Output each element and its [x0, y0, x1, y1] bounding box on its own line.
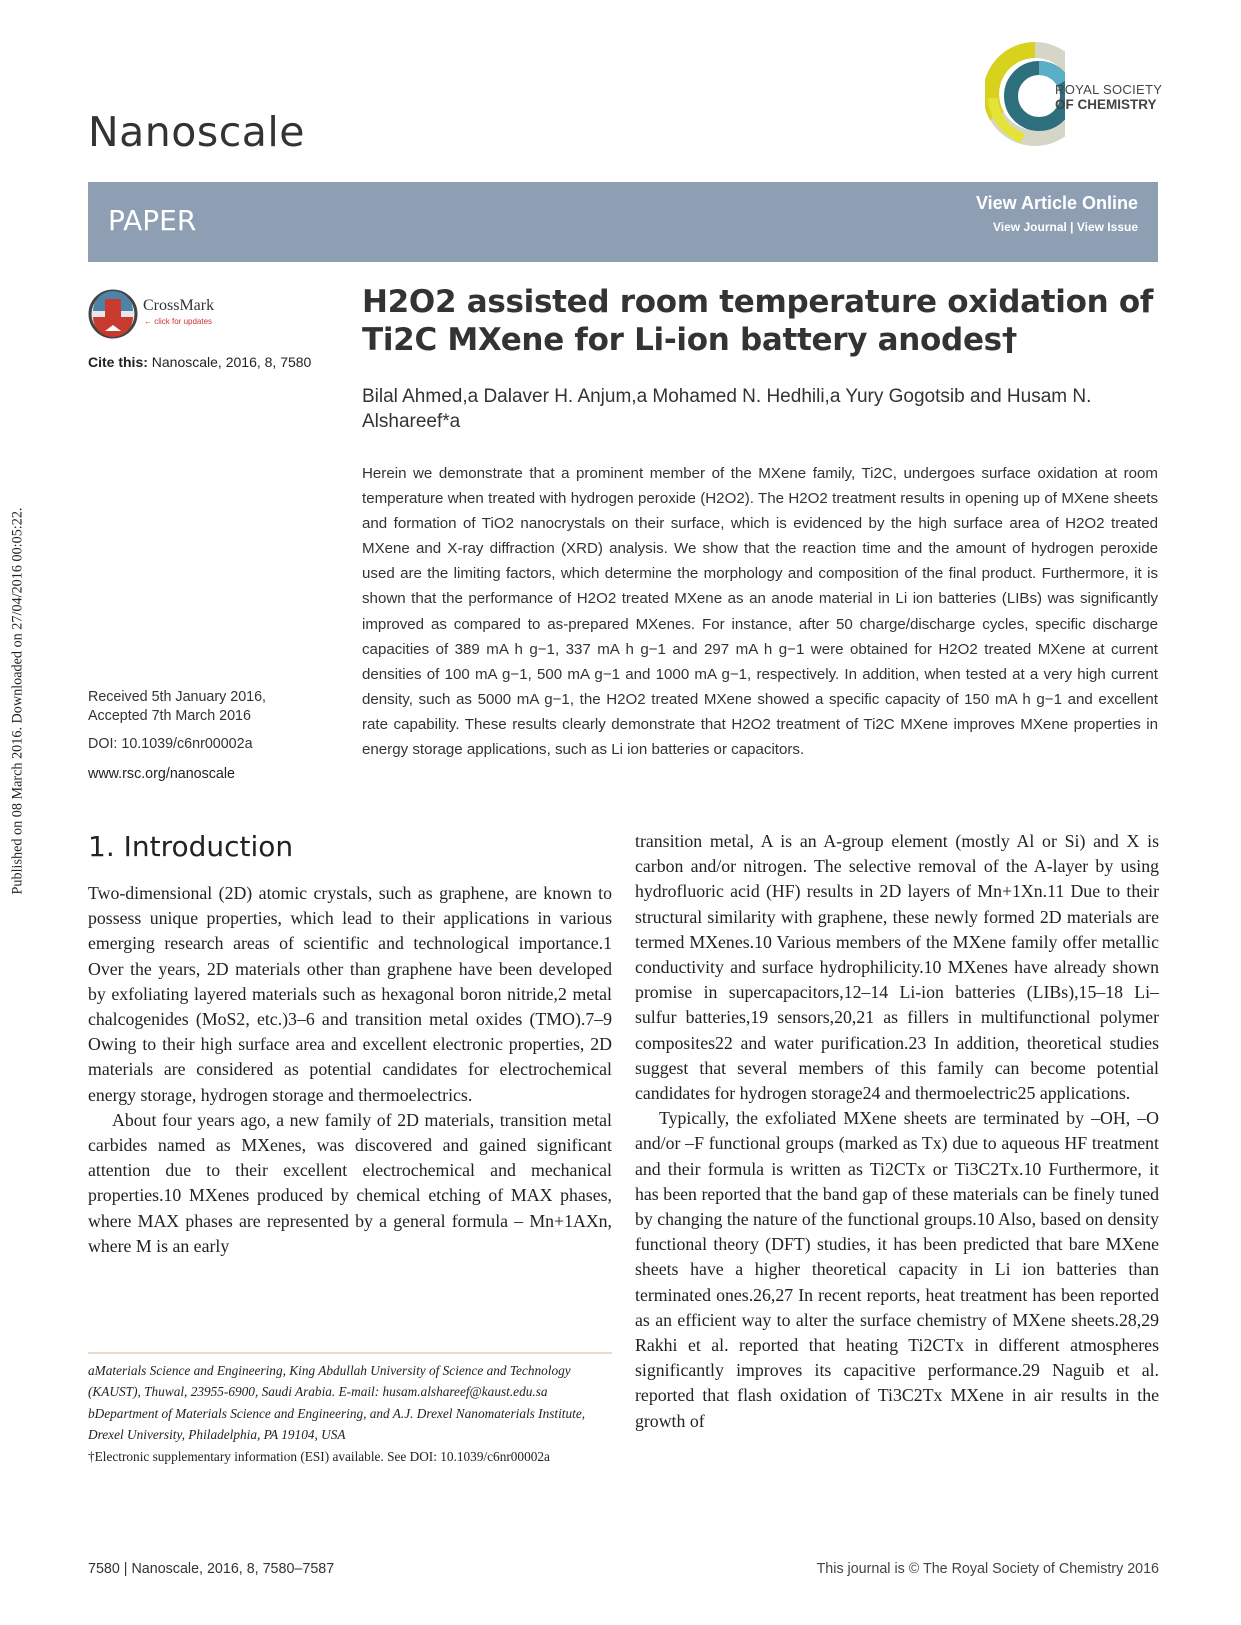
page-footer-copyright: This journal is © The Royal Society of Chemistry 2016	[816, 1561, 1159, 1577]
page-footer-citation: 7580 | Nanoscale, 2016, 8, 7580–7587	[88, 1561, 335, 1577]
journal-title: Nanoscale	[88, 108, 306, 156]
body-column-left	[88, 881, 612, 1259]
footnotes	[88, 1360, 612, 1467]
paragraph: Typically, the exfoliated MXene sheets are terminated by –OH, –O and/or –F functional groups (marked as Tx) due to aqueous HF treatment and their formula is written as Ti2CTx or Ti3C2Tx.10 Furthermore, it has been reported that the band gap of these materials can be finely tuned by changing the nature of the functional groups.10 Also, based on density functional theory (DFT) studies, it has been predicted that bare MXene sheets have a higher theoretical capacity in Li ion batteries than terminated ones.26,27 In recent reports, heat treatment has been reported as an efficient way to alter the surface chemistry of MXene sheets.28,29 Rakhi et al. reported that heating Ti2CTx in different atmospheres significantly improves its capacitive performance.29 Naguib et al. reported that flash oxidation of Ti3C2Tx MXene in air results in the growth of	[635, 1108, 1159, 1431]
abstract: Herein we demonstrate that a prominent member of the MXene family, Ti2C, undergoes surface oxidation at room temperature when treated with hydrogen peroxide (H2O2). The H2O2 treatment results in opening up of MXene sheets and formation of TiO2 nanocrystals on their surface, which is evidenced by the high surface area of H2O2 treated MXene and X-ray diffraction (XRD) analysis. We show that the reaction time and the amount of hydrogen peroxide used are the limiting factors, which determine the morphology and composition of the final product. Furthermore, it is shown that the performance of H2O2 treated MXene as an anode material in Li ion batteries (LIBs) was significantly improved as compared to as-prepared MXenes. For instance, after 50 charge/discharge cycles, specific discharge capacities of 389 mA h g−1, 337 mA h g−1 and 297 mA h g−1 were obtained for H2O2 treated MXene at current densities of 100 mA g−1, 500 mA g−1 and 1000 mA g−1, respectively. In addition, when tested at a very high current density, such as 5000 mA g−1, the H2O2 treated MXene showed a specific capacity of 150 mA h g−1 and excellent rate capability. These results clearly demonstrate that H2O2 treatment of Ti2C MXene improves MXene properties in energy storage applications, such as Li ion batteries or capacitors.	[362, 465, 1158, 759]
body-column-right	[635, 829, 1159, 1434]
affiliation-b: bDepartment of Materials Science and Engineering, and A.J. Drexel Nanomaterials Institute, Drexel University, Philadelphia, PA 19104, USA	[88, 1405, 586, 1443]
journal-url[interactable]: www.rsc.org/nanoscale	[88, 766, 236, 782]
paragraph: transition metal, A is an A-group element (mostly Al or Si) and X is carbon and/or nitrogen. The selective removal of the A-layer by using hydrofluoric acid (HF) results in 2D layers of Mn+1Xn.11 Due to their structural similarity with graphene, these newly formed 2D materials are termed MXenes.10 Various members of the MXene family offer metallic conductivity and surface hydrophilicity.10 MXenes have already shown promise in supercapacitors,12–14 Li-ion batteries (LIBs),15–18 Li–sulfur batteries,19 sensors,20,21 as fillers in multifunctional polymer composites22 and water purification.23 In addition, theoretical studies suggest that several members of this family can become potential candidates for hydrogen storage24 and thermoelectric25 applications.	[635, 831, 1159, 1104]
rsc-logo-icon	[985, 38, 1065, 158]
article-banner	[88, 182, 1158, 262]
cite-this: Cite this: Nanoscale, 2016, 8, 7580	[88, 354, 312, 370]
section-heading: 1. Introduction	[88, 830, 294, 863]
footnote-divider	[88, 1352, 612, 1354]
received-date: Received 5th January 2016,	[88, 689, 267, 705]
article-type: PAPER	[108, 204, 197, 237]
publication-note: Published on 08 March 2016. Downloaded on 27/04/2016 00:05:22.	[9, 507, 26, 895]
cite-ref: Nanoscale, 2016, 8, 7580	[151, 354, 312, 370]
crossmark-sub: ← click for updates	[144, 317, 213, 326]
crossmark-badge[interactable]	[88, 289, 248, 341]
doi[interactable]: DOI: 10.1039/c6nr00002a	[88, 736, 253, 752]
rsc-logo[interactable]	[985, 38, 1165, 158]
publisher-line2: OF CHEMISTRY	[1055, 97, 1157, 112]
crossmark-icon	[88, 289, 138, 339]
paragraph: About four years ago, a new family of 2D materials, transition metal carbides named as MXenes, was discovered and gained significant attention due to their excellent electrochemical and mechanical properties.10 MXenes produced by chemical etching of MAX phases, where MAX phases are represented by a general formula – Mn+1AXn, where M is an early	[88, 1109, 612, 1256]
article-history	[88, 688, 266, 726]
crossmark-label: CrossMark	[143, 297, 215, 314]
view-article-online-link[interactable]: View Article Online	[975, 193, 1138, 213]
publisher-line1: ROYAL SOCIETY	[1055, 82, 1163, 97]
view-journal-issue-links[interactable]: View Journal | View Issue	[993, 220, 1138, 234]
esi-note: †Electronic supplementary information (ESI) available. See DOI: 10.1039/c6nr00002a	[88, 1448, 550, 1464]
accepted-date: Accepted 7th March 2016	[88, 708, 251, 724]
article-title: H2O2 assisted room temperature oxidation of Ti2C MXene for Li-ion battery anodes†	[362, 284, 1154, 358]
author-list: Bilal Ahmed,a Dalaver H. Anjum,a Mohamed N. Hedhili,a Yury Gogotsib and Husam N. Alshareef*a	[362, 386, 1092, 432]
publication-sidebar	[6, 476, 30, 926]
affiliation-a: aMaterials Science and Engineering, King Abdullah University of Science and Technology (KAUST), Thuwal, 23955-6900, Saudi Arabia. E-mail: husam.alshareef@kaust.edu.sa	[88, 1363, 571, 1400]
paragraph: Two-dimensional (2D) atomic crystals, such as graphene, are known to possess unique properties, which lead to their applications in various emerging research areas of scientific and technological importance.1 Over the years, 2D materials other than graphene have been developed by exfoliating layered materials such as hexagonal boron nitride,2 metal chalcogenides (MoS2, etc.)3–6 and transition metal oxides (TMO).7–9 Owing to their high surface area and excellent electronic properties, 2D materials are considered as potential candidates for electrochemical energy storage, hydrogen storage and thermoelectrics.	[88, 883, 612, 1105]
